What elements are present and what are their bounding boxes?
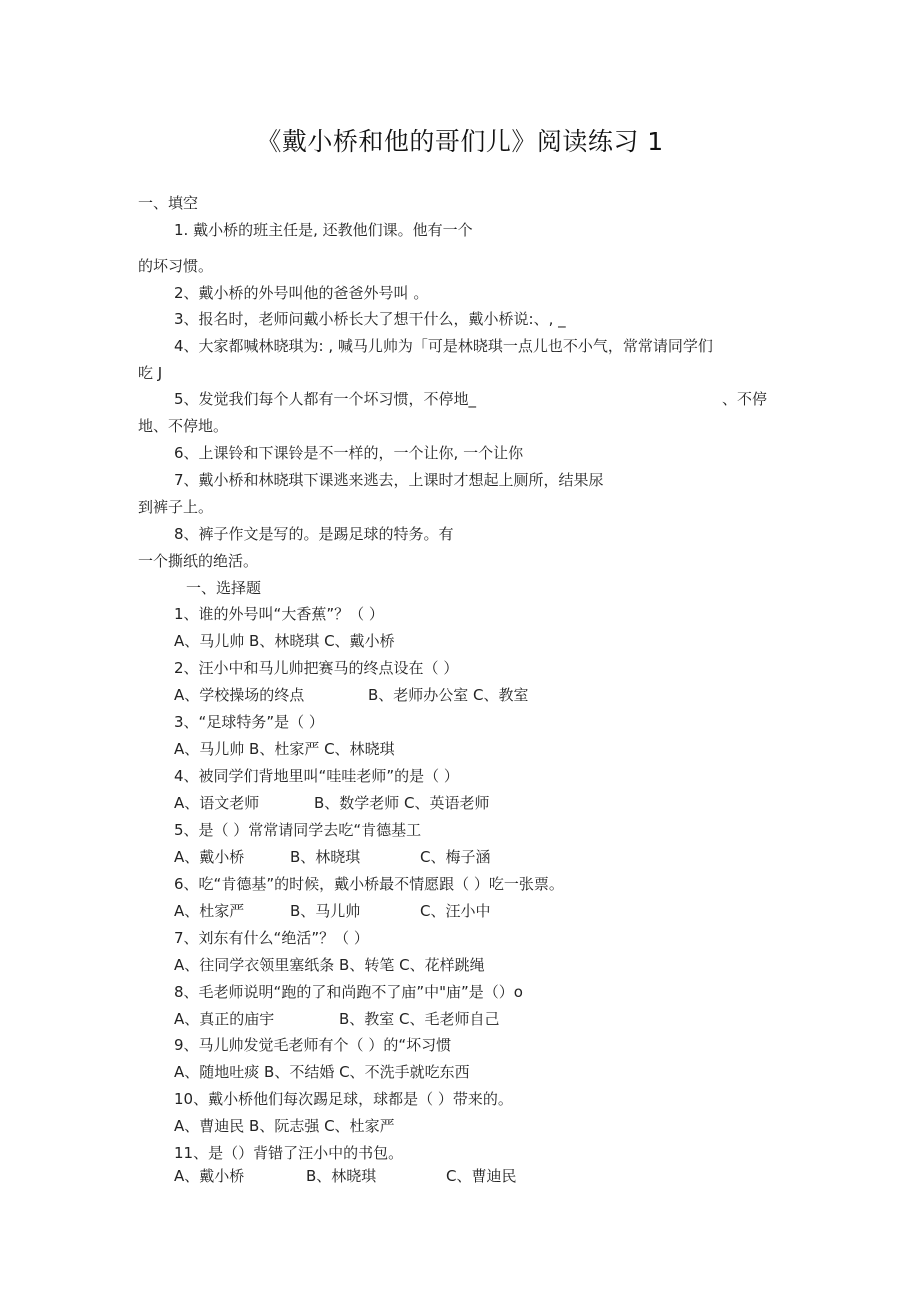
fill-question-7-cont: 到裤子上。	[138, 498, 214, 516]
choice-option-11a: A、戴小桥	[174, 1167, 245, 1185]
fill-question-5-cont: 地、不停地。	[138, 417, 229, 435]
choice-options-2b: B、老师办公室 C、教室	[368, 686, 529, 704]
fill-question-7: 7、戴小桥和林晓琪下课逃来逃去，上课时才想起上厕所，结果尿	[174, 471, 604, 489]
choice-option-5a: A、戴小桥	[174, 848, 245, 866]
fill-question-4: 4、大家都喊林晓琪为: , 喊马儿帅为「可是林晓琪一点儿也不小气，常常请同学们	[174, 337, 713, 355]
choice-options-2a: A、学校操场的终点	[174, 686, 305, 704]
choice-options-9: A、随地吐痰 B、不结婚 C、不洗手就吃东西	[174, 1063, 470, 1081]
choice-options-4b: B、数学老师 C、英语老师	[314, 794, 490, 812]
fill-question-1-cont: 的坏习惯。	[138, 257, 214, 275]
choice-option-6a: A、杜家严	[174, 902, 245, 920]
fill-question-2: 2、戴小桥的外号叫他的爸爸外号叫 。	[174, 284, 429, 302]
choice-question-10: 10、戴小桥他们每次踢足球，球都是（ ）带来的。	[174, 1090, 513, 1108]
choice-options-1: A、马儿帅 B、林晓琪 C、戴小桥	[174, 632, 395, 650]
choice-options-3: A、马儿帅 B、杜家严 C、林晓琪	[174, 740, 395, 758]
fill-question-8: 8、裤子作文是写的。是踢足球的特务。有	[174, 525, 454, 543]
choice-option-11b: B、林晓琪	[306, 1167, 377, 1185]
choice-question-7: 7、刘东有什么“绝活”？（ ）	[174, 929, 369, 947]
choice-question-5: 5、是（ ）常常请同学去吃“肯德基工	[174, 821, 422, 839]
choice-options-8a: A、真正的庙宇	[174, 1010, 275, 1028]
choice-options-7: A、往同学衣领里塞纸条 B、转笔 C、花样跳绳	[174, 956, 485, 974]
choice-option-11c: C、曹迪民	[446, 1167, 517, 1185]
choice-question-1: 1、谁的外号叫“大香蕉”？（ ）	[174, 605, 384, 623]
fill-question-8-cont: 一个撕纸的绝活。	[138, 552, 259, 570]
choice-question-8: 8、毛老师说明“跑的了和尚跑不了庙”中"庙”是（）o	[174, 983, 523, 1001]
choice-options-8b: B、教室 C、毛老师自己	[339, 1010, 500, 1028]
fill-question-1: 1. 戴小桥的班主任是, 还教他们课。他有一个	[174, 221, 473, 239]
choice-option-6c: C、汪小中	[420, 902, 491, 920]
choice-options-4a: A、语文老师	[174, 794, 260, 812]
page-title: 《戴小桥和他的哥们儿》阅读练习 1	[256, 127, 664, 156]
fill-question-6: 6、上课铃和下课铃是不一样的，一个让你, 一个让你	[174, 444, 524, 462]
choice-question-9: 9、马儿帅发觉毛老师有个（ ）的“坏习惯	[174, 1036, 452, 1054]
choice-option-5b: B、林晓琪	[290, 848, 361, 866]
choice-options-10: A、曹迪民 B、阮志强 C、杜家严	[174, 1117, 395, 1135]
choice-question-11: 11、是（）背错了汪小中的书包。	[174, 1144, 404, 1162]
choice-question-6: 6、吃“肯德基”的时候，戴小桥最不情愿跟（ ）吃一张票。	[174, 875, 564, 893]
choice-question-2: 2、汪小中和马儿帅把赛马的终点设在（ ）	[174, 659, 459, 677]
section-heading-choice: 一、选择题	[186, 579, 262, 597]
choice-question-4: 4、被同学们背地里叫“哇哇老师”的是（ ）	[174, 767, 459, 785]
section-heading-fill: 一、填空	[138, 194, 199, 212]
choice-question-3: 3、“足球特务”是（ ）	[174, 713, 324, 731]
fill-question-4-cont: 吃 J	[138, 364, 163, 382]
fill-question-5: 5、发觉我们每个人都有一个坏习惯，不停地_	[174, 390, 477, 408]
choice-option-6b: B、马儿帅	[290, 902, 361, 920]
choice-option-5c: C、梅子涵	[420, 848, 491, 866]
fill-question-3: 3、报名时，老师问戴小桥长大了想干什么，戴小桥说:、, _	[174, 310, 566, 328]
fill-question-5-tail: 、不停	[722, 390, 768, 408]
